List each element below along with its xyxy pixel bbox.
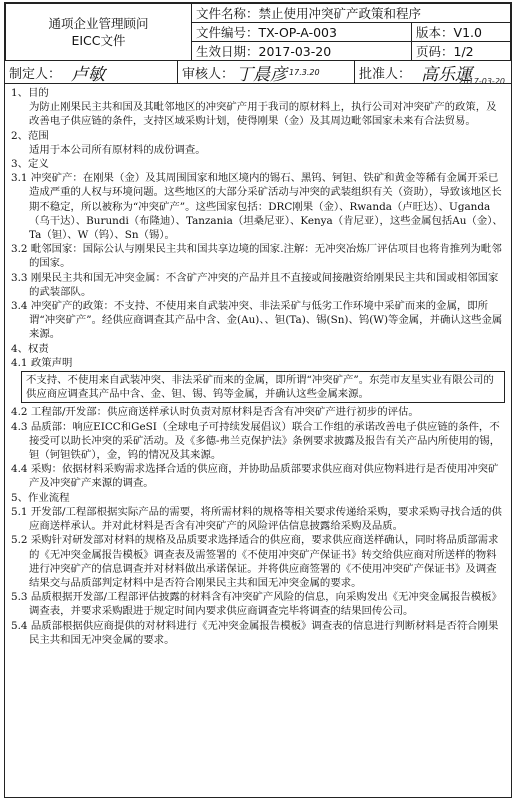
definition-3-1: 3.1 冲突矿产：在刚果（金）及其周围国家和地区境内的锡石、黑钨、钶钽、铁矿和黄金等稀有金属开采已造成严重的人权与环境问题。这些地区的大部分采矿活动与冲突的武装组织有关（资助），导致该地区长期不稳定，所以被称为“冲突矿产”。这些国家包括：DRC刚果（金）、Rwanda（卢旺达）、Uganda（乌干达）、Burundi（布隆迪）、Tanzania（坦桑尼亚）、Kenya（肯尼亚），这些金属包括Au（金）、Ta（钽）、W（钨）、Sn（锡）。 <box>11 172 503 242</box>
doc-no-cell <box>192 23 412 42</box>
effective-label: 生效日期： <box>196 44 259 59</box>
author-cell <box>5 61 178 83</box>
approver-label: 批准人： <box>359 66 412 82</box>
section-heading-responsibilities: 4、权责 <box>11 342 49 355</box>
doc-name-cell <box>192 4 511 23</box>
responsibility-4-4: 4.4 采购：依据材料采购需求选择合适的供应商，并协助品质部要求供应商对供应物料进行是否使用冲突矿产及冲突矿产来源的调查。 <box>11 463 499 490</box>
section-heading-definitions: 3、定义 <box>11 158 49 171</box>
document-page <box>4 2 512 798</box>
approver-signature: 高乐運 <box>421 64 473 85</box>
definition-3-3: 3.3 刚果民主共和国无冲突金属：不含矿产冲突的产品并且不直接或间接融资给刚果民主共和国或相邻国家的武装部队。 <box>11 271 499 298</box>
doc-name-label: 文件名称： <box>196 6 259 21</box>
process-5-1: 5.1 开发部/工程部根据实际产品的需要，将所需材料的规格等相关要求传递给采购，要求采购寻找合适的供应商送样承认。并对此材料是否含有冲突矿产的风险评估信息披露给采购及品质。 <box>11 505 502 533</box>
version: V1.0 <box>453 25 482 40</box>
reviewer-signature: 丁晨彦 <box>236 64 288 85</box>
document-body <box>5 84 511 647</box>
doc-name: 禁止使用冲突矿产政策和程序 <box>258 6 422 21</box>
version-label: 版本： <box>416 25 454 40</box>
page-cell <box>412 42 511 61</box>
responsibility-4-3: 4.3 品质部：响应EICC和GeSI（全球电子可持续发展倡议）联合工作组的承诺改善电子供应链的条件，不接受可以助长冲突的采矿活动。及《多德-弗兰克保护法》条例要求披露及报告有关产品内所使用的锡，钽（钶钽铁矿），金，钨的情况及其来源。 <box>11 420 501 462</box>
page-label: 页码： <box>416 44 454 59</box>
reviewer-label: 审核人： <box>182 66 235 82</box>
reviewer-date: 17.3.20 <box>289 67 320 77</box>
approver-date: 2017-03-20 <box>458 77 505 86</box>
policy-statement-heading: 4.1 政策声明 <box>11 356 73 369</box>
process-5-4: 5.4 品质部根据供应商提供的对材料进行《无冲突金属报告模板》调查表的信息进行判断材料是否符合刚果民主共和国无冲突金属的要求。 <box>11 619 499 646</box>
section-heading-process: 5、作业流程 <box>11 491 70 504</box>
effective-cell <box>192 42 412 61</box>
scope-text: 适用于本公司所有原材料的成份调查。 <box>29 143 206 156</box>
purpose-text: 为防止刚果民主共和国及其毗邻地区的冲突矿产用于我司的原材料上，执行公司对冲突矿产的政策，及改善电子供应链的条件，支持区域采购计划，使得刚果（金）及其周边毗邻国家未来有合法贸易。 <box>29 101 497 128</box>
process-5-3: 5.3 品质根据开发部/工程部评估披露的材料含有冲突矿产风险的信息，向采购发出《无冲突金属报告模板》调查表，并要求采购跟进于规定时间内要求供应商调查完毕将调查的结果回传公司。 <box>11 591 502 618</box>
section-heading-scope: 2、范围 <box>11 129 49 142</box>
effective-date: 2017-03-20 <box>258 44 332 59</box>
process-5-2: 5.2 采购针对研发部对材料的规格及品质要求选择适合的供应商，要求供应商送样确认，同时将品质部需求的《无冲突金属报告模板》调查表及需签署的《不使用冲突矿产保证书》转交给供应商对所送样的物料进行冲突矿产的信息调查并对材料做出承诺保证。并将供应商签署的《不使用冲突矿产保证书》及调查结果交与品质部判定材料中是否符合刚果民主共和国无冲突金属的要求。 <box>11 534 499 589</box>
reviewer-cell <box>178 61 355 83</box>
company-cell <box>6 4 192 61</box>
doc-no: TX-OP-A-003 <box>258 25 337 40</box>
doc-no-label: 文件编号： <box>196 25 259 40</box>
signature-row <box>5 61 511 84</box>
document-header <box>5 3 511 61</box>
author-signature: 卢敏 <box>71 64 106 85</box>
policy-statement-box: 不支持、不使用来自武装冲突、非法采矿而来的金属，即所谓“冲突矿产”。东莞市友星实业有限公司的供应商应调查其产品中含、金、钽、锡、钨等金属，并确认这些金属来源。 <box>21 371 505 403</box>
definition-3-2: 3.2 毗邻国家：国际公认与刚果民主共和国共享边境的国家.注解：无冲突冶炼厂评估项目也将肯推列为毗邻的国家。 <box>11 243 502 270</box>
section-heading-purpose: 1、目的 <box>11 87 49 99</box>
eicc-label: EICC文件 <box>71 33 126 48</box>
author-label: 制定人： <box>9 66 62 82</box>
version-cell <box>412 23 511 42</box>
responsibility-4-2: 4.2 工程部/开发部：供应商送样承认时负责对原材料是否含有冲突矿产进行初步的评估。 <box>11 406 419 419</box>
definition-3-4: 3.4 冲突矿产的政策：不支持、不使用来自武装冲突、非法采矿与低劣工作环境中采矿而来的金属，即所谓“冲突矿产”。经供应商调查其产品中含、金(Au)、、钽(Ta)、锡(Sn)、钨(W)等金属，并确认这些金属来源。 <box>11 300 503 341</box>
company-name: 通项企业管理顾问 <box>48 16 149 31</box>
page-number: 1/2 <box>453 44 474 59</box>
approver-cell <box>355 61 511 86</box>
